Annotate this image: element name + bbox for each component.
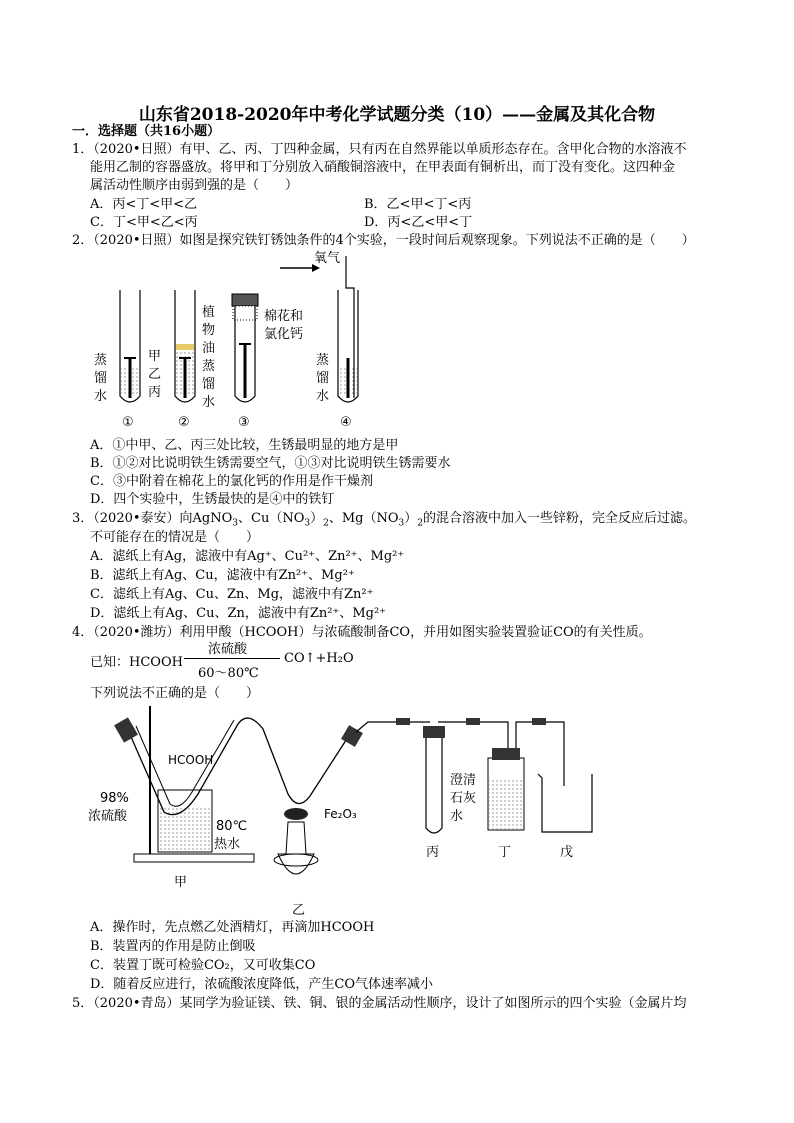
q1-option-c: C．丁<甲<乙<丙 xyxy=(90,215,198,230)
label-hcooh: HCOOH xyxy=(168,753,214,767)
eq-condition-bottom: 60～80℃ xyxy=(198,666,259,681)
label-cotton-1: 棉花和 xyxy=(264,309,304,324)
eq-condition-top: 浓硫酸 xyxy=(208,642,248,657)
q2-line1: 2．（2020•日照）如图是探究铁钉锈蚀条件的4个实验，一段时间后观察现象。下列说法不正确的是（ ） xyxy=(72,233,695,248)
q4-option-c: C．装置丁既可检验CO₂，又可收集CO xyxy=(90,958,316,973)
q2-option-b: B．①②对比说明铁生锈需要空气，①③对比说明铁生锈需要水 xyxy=(90,456,451,471)
q1-line2: 能用乙制的容器盛放。将甲和丁分别放入硝酸铜溶液中，在甲表面有铜析出，而丁没有变化。这四种金 xyxy=(90,160,676,175)
label-yi: 乙 xyxy=(292,903,306,916)
q4-option-b: B．装置丙的作用是防止倒吸 xyxy=(90,939,256,954)
label-lime-2: 石灰 xyxy=(450,791,477,806)
label-water1-3: 水 xyxy=(94,389,108,404)
label-lime-1: 澄清 xyxy=(450,773,477,788)
label-oil-1: 植 xyxy=(202,305,216,320)
label-jia: 甲 xyxy=(148,349,162,364)
label-water1-2: 馏 xyxy=(94,371,108,386)
label-water4-2: 馏 xyxy=(316,371,330,386)
label-conc-acid: 浓硫酸 xyxy=(88,809,128,824)
label-bing: 丙 xyxy=(426,845,440,860)
label-oxygen: 氧气 xyxy=(314,251,341,266)
q1-line1: 1．（2020•日照）有甲、乙、丙、丁四种金属，只有丙在自然界能以单质形态存在。含甲化合物的水溶液不 xyxy=(72,142,687,157)
label-lime-3: 水 xyxy=(450,809,464,824)
label-n2: ② xyxy=(178,415,190,430)
label-80c: 80℃ xyxy=(216,819,248,834)
label-water4-3: 水 xyxy=(316,389,330,404)
rust-experiment-figure xyxy=(80,248,400,430)
q1-line3: 属活动性顺序由弱到强的是（ ） xyxy=(90,178,299,193)
q2-option-d: D．四个实验中，生锈最快的是④中的铁钉 xyxy=(90,492,335,507)
eq-reactant: 已知：HCOOH xyxy=(90,655,183,670)
q4-option-a: A．操作时，先点燃乙处酒精灯，再滴加HCOOH xyxy=(90,920,375,935)
q2-option-c: C．③中附着在棉花上的氯化钙的作用是作干燥剂 xyxy=(90,474,373,489)
label-water2-2: 馏 xyxy=(202,377,216,392)
label-cotton-2: 氯化钙 xyxy=(264,327,304,342)
q3-option-d: D．滤纸上有Ag、Cu、Zn，滤液中有Zn²⁺、Mg²⁺ xyxy=(90,606,387,621)
label-oil-2: 物 xyxy=(202,323,216,338)
label-n1: ① xyxy=(122,415,134,430)
q3-option-b: B．滤纸上有Ag、Cu，滤液中有Zn²⁺、Mg²⁺ xyxy=(90,568,355,583)
eq-product: CO↑+H₂O xyxy=(284,651,354,666)
label-jia: 甲 xyxy=(174,875,188,890)
q3-line1: 3．（2020•泰安）向AgNO$_3$、$Cu(NO_3)_2$、$Mg(NO_3)_2$的混合溶液中加入一些锌粉，完全反应后过滤。 xyxy=(72,511,697,529)
label-water1-1: 蒸 xyxy=(94,353,108,368)
label-ding: 丁 xyxy=(498,845,512,860)
label-yi: 乙 xyxy=(148,367,162,382)
label-98pct: 98% xyxy=(100,791,129,806)
q3-option-a: A．滤纸上有Ag，滤液中有Ag⁺、Cu²⁺、Zn²⁺、Mg²⁺ xyxy=(90,549,405,564)
label-n3: ③ xyxy=(238,415,250,430)
q5-line1: 5．（2020•青岛）某同学为验证镁、铁、铜、银的金属活动性顺序，设计了如图所示的四个实验（金属片均 xyxy=(72,996,687,1011)
q3-line2: 不可能存在的情况是（ ） xyxy=(90,530,260,545)
label-fe2o3: Fe₂O₃ xyxy=(324,807,357,821)
q4-option-d: D．随着反应进行，浓硫酸浓度降低，产生CO气体速率减小 xyxy=(90,977,434,992)
section-heading: 一．选择题（共16小题） xyxy=(72,124,221,139)
label-oil-3: 油 xyxy=(202,341,216,356)
label-hot-water: 热水 xyxy=(214,837,241,852)
q2-option-a: A．①中甲、乙、丙三处比较，生锈最明显的地方是甲 xyxy=(90,438,399,453)
label-bing: 丙 xyxy=(148,385,162,400)
q1-option-b: B．乙<甲<丁<丙 xyxy=(364,197,472,212)
q1-option-a: A．丙<丁<甲<乙 xyxy=(90,197,198,212)
label-water2-1: 蒸 xyxy=(202,359,216,374)
q3-option-c: C．滤纸上有Ag、Cu、Zn、Mg，滤液中有Zn²⁺ xyxy=(90,587,374,602)
co-apparatus-figure xyxy=(88,704,608,916)
label-n4: ④ xyxy=(340,415,352,430)
eq-bar xyxy=(184,658,280,659)
label-wu: 戊 xyxy=(560,845,574,860)
label-water2-3: 水 xyxy=(202,395,216,410)
q1-option-d: D．丙<乙<甲<丁 xyxy=(364,215,473,230)
q4-line3: 下列说法不正确的是（ ） xyxy=(90,686,260,701)
q4-line1: 4．（2020•潍坊）利用甲酸（HCOOH）与浓硫酸制备CO，并用如图实验装置验证CO的有关性质。 xyxy=(72,625,652,640)
label-water4-1: 蒸 xyxy=(316,353,330,368)
q4-equation xyxy=(90,638,390,681)
page-title: 山东省2018-2020年中考化学试题分类（10）——金属及其化合物 xyxy=(138,105,656,125)
